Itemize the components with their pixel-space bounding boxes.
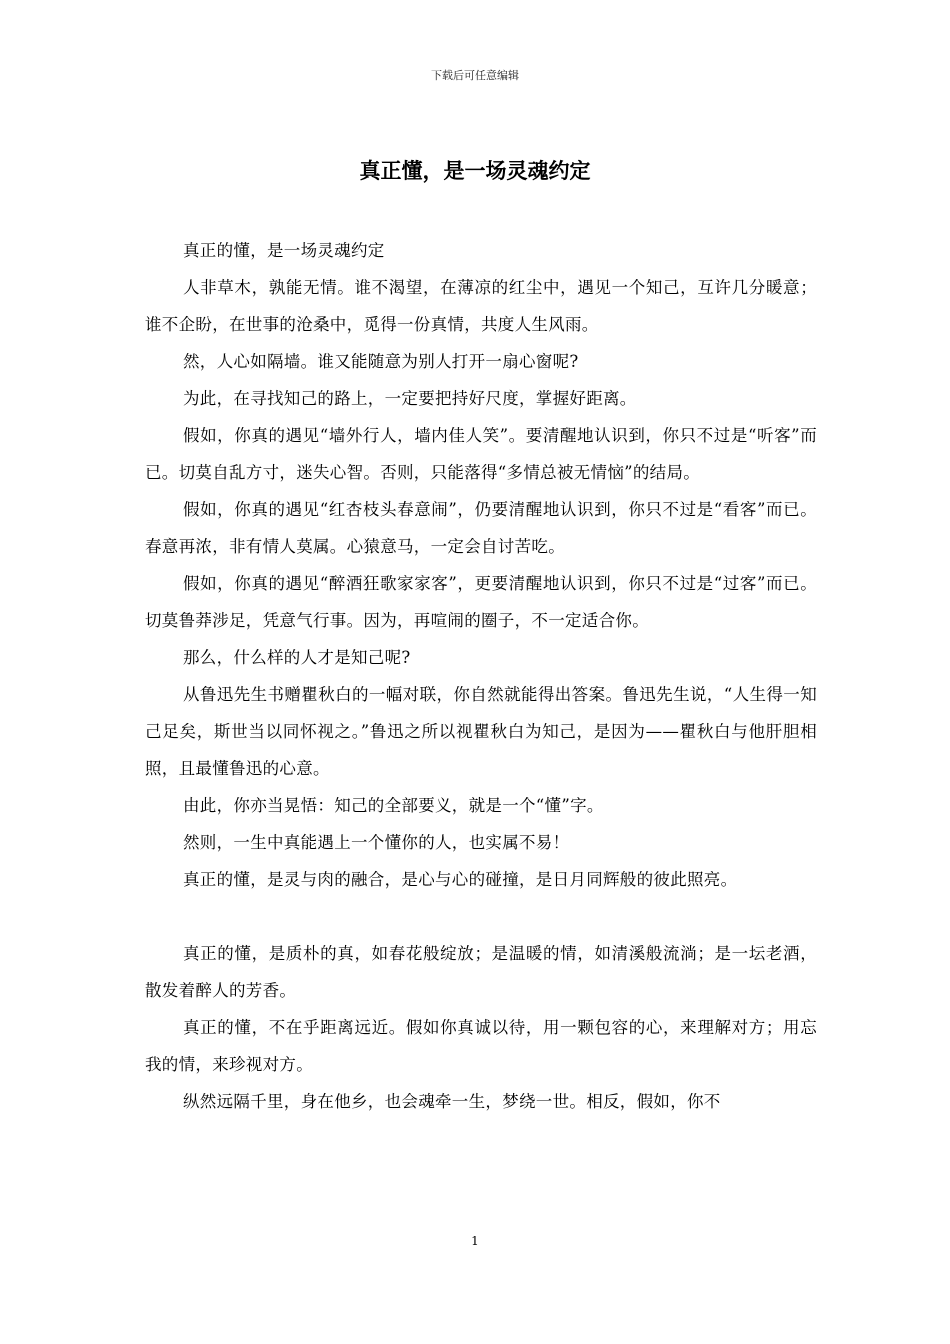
paragraph: 然则，一生中真能遇上一个懂你的人，也实属不易！ [183,833,570,852]
header-note: 下载后可任意编辑 [431,69,519,82]
document-title: 真正懂，是一场灵魂约定 [359,158,591,183]
paragraph: 人非草木，孰能无情。谁不渴望，在薄凉的红尘中，遇见一个知己，互许几分暖意；谁不企盼，在世事的沧桑中，觅得一份真情，共度人生风雨。 [145,278,817,334]
paragraph: 假如，你真的遇见“红杏枝头春意闹”，仍要清醒地认识到，你只不过是“看客”而已。春意再浓，非有情人莫属。心猿意马，一定会自讨苦吃。 [145,500,817,556]
document-body [145,232,817,1120]
paragraph: 那么，什么样的人才是知己呢? [183,648,411,667]
paragraph: 假如，你真的遇见“墙外行人，墙内佳人笑”。要清醒地认识到，你只不过是“听客”而已。切莫自乱方寸，迷失心智。否则，只能落得“多情总被无情恼”的结局。 [145,426,817,482]
paragraph: 假如，你真的遇见“醉酒狂歌家家客”，更要清醒地认识到，你只不过是“过客”而已。切莫鲁莽涉足，凭意气行事。因为，再喧闹的圈子，不一定适合你。 [145,574,817,630]
paragraph: 真正的懂，是质朴的真，如春花般绽放；是温暖的情，如清溪般流淌；是一坛老酒，散发着醉人的芳香。 [145,944,817,1000]
paragraph: 然，人心如隔墙。谁又能随意为别人打开一扇心窗呢? [183,352,579,371]
paragraph: 真正的懂，是一场灵魂约定 [183,241,385,260]
paragraph: 从鲁迅先生书赠瞿秋白的一幅对联，你自然就能得出答案。鲁迅先生说，“人生得一知己足矣，斯世当以同怀视之。”鲁迅之所以视瞿秋白为知己，是因为——瞿秋白与他肝胆相照，且最懂鲁迅的心意。 [145,685,817,778]
paragraph-spacer [145,898,817,935]
page-number: 1 [471,1234,479,1248]
paragraph: 纵然远隔千里，身在他乡，也会魂牵一生，梦绕一世。相反，假如，你不 [183,1092,721,1111]
paragraph: 真正的懂，不在乎距离远近。假如你真诚以待，用一颗包容的心，来理解对方；用忘我的情，来珍视对方。 [145,1018,817,1074]
paragraph: 真正的懂，是灵与肉的融合，是心与心的碰撞，是日月同辉般的彼此照亮。 [183,870,738,889]
paragraph: 为此，在寻找知己的路上，一定要把持好尺度，掌握好距离。 [183,389,637,408]
paragraph: 由此，你亦当晃悟：知己的全部要义，就是一个“懂”字。 [183,796,604,815]
